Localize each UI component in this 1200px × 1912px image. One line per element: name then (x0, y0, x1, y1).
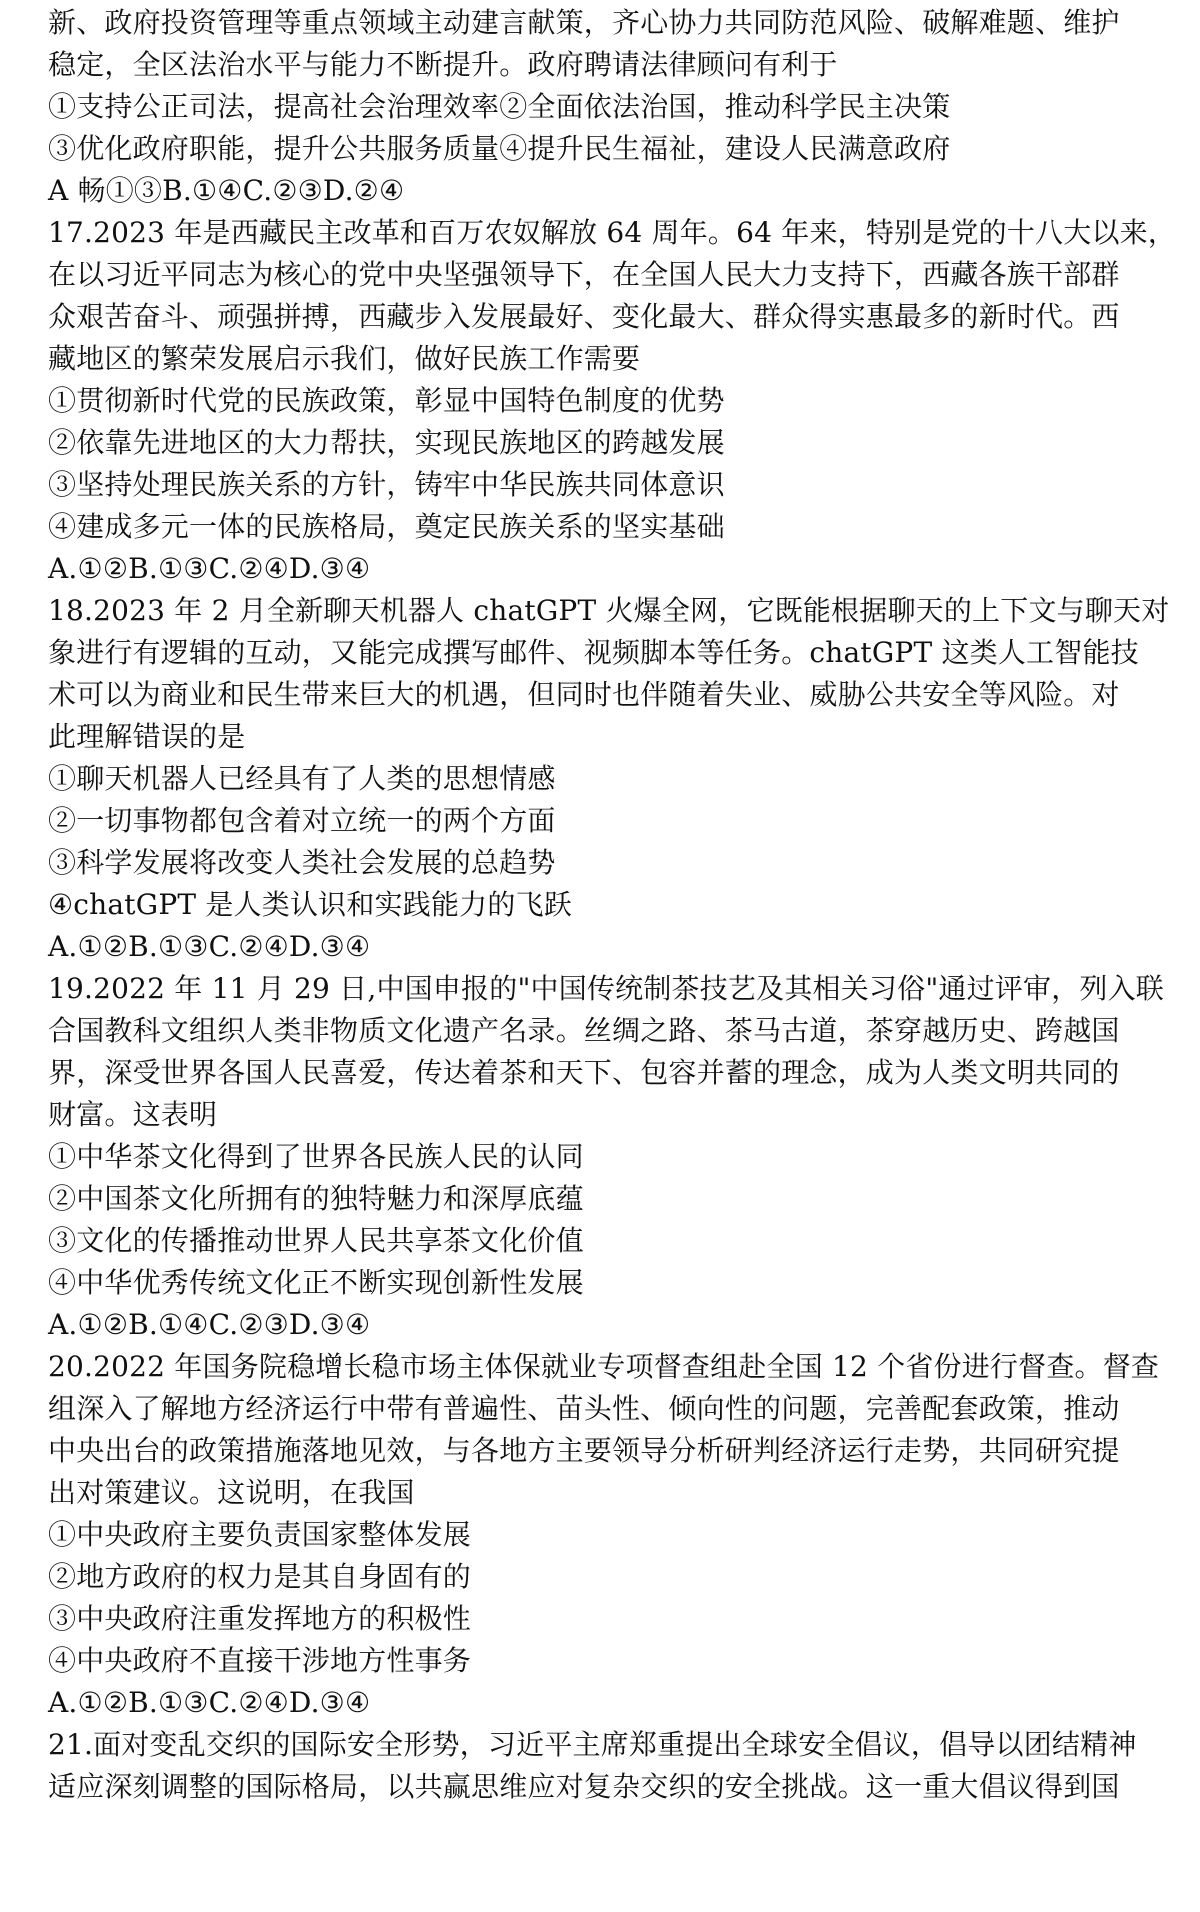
option-line: ③文化的传播推动世界人民共享茶文化价值 (48, 1224, 584, 1257)
option-line: ④中央政府不直接干涉地方性事务 (48, 1644, 472, 1677)
question-stem-line: 藏地区的繁荣发展启示我们，做好民族工作需要 (48, 342, 641, 375)
question-stem-line: 众艰苦奋斗、顽强拼搏，西藏步入发展最好、变化最大、群众得实惠最多的新时代。西 (48, 300, 1120, 333)
question-stem-line: 新、政府投资管理等重点领域主动建言献策，齐心协力共同防范风险、破解难题、维护 (48, 6, 1120, 39)
option-line: ②一切事物都包含着对立统一的两个方面 (48, 804, 556, 837)
question-16-continuation (48, 2, 1162, 212)
option-line: ①聊天机器人已经具有了人类的思想情感 (48, 762, 556, 795)
question-stem-line: 20.2022 年国务院稳增长稳市场主体保就业专项督查组赴全国 12 个省份进行督查。督查 (48, 1350, 1160, 1383)
option-line: ②中国茶文化所拥有的独特魅力和深厚底蕴 (48, 1182, 584, 1215)
question-stem-line: 适应深刻调整的国际格局，以共赢思维应对复杂交织的安全挑战。这一重大倡议得到国 (48, 1770, 1120, 1803)
option-line: ③坚持处理民族关系的方针，铸牢中华民族共同体意识 (48, 468, 725, 501)
option-line: ①支持公正司法，提高社会治理效率②全面依法治国，推动科学民主决策 (48, 90, 951, 123)
question-stem-line: 19.2022 年 11 月 29 日,中国申报的"中国传统制茶技艺及其相关习俗"通过评审，列入联 (48, 972, 1165, 1005)
question-stem-line: 界，深受世界各国人民喜爱，传达着茶和天下、包容并蓄的理念，成为人类文明共同的 (48, 1056, 1120, 1089)
question-stem-line: 象进行有逻辑的互动，又能完成撰写邮件、视频脚本等任务。chatGPT 这类人工智能技 (48, 636, 1139, 669)
question-17 (48, 212, 1177, 590)
option-line: ①中华茶文化得到了世界各民族人民的认同 (48, 1140, 584, 1173)
answer-choices: A.①②B.①③C.②④D.③④ (48, 552, 371, 585)
question-stem-line: 术可以为商业和民生带来巨大的机遇，但同时也伴随着失业、威胁公共安全等风险。对 (48, 678, 1120, 711)
option-line: ②依靠先进地区的大力帮扶，实现民族地区的跨越发展 (48, 426, 725, 459)
option-line: ①贯彻新时代党的民族政策，彰显中国特色制度的优势 (48, 384, 725, 417)
question-stem-line: 17.2023 年是西藏民主改革和百万农奴解放 64 周年。64 年来，特别是党的十八大以来， (48, 216, 1177, 249)
answer-choices: A.①②B.①③C.②④D.③④ (48, 1686, 371, 1719)
question-stem-line: 中央出台的政策措施落地见效，与各地方主要领导分析研判经济运行走势，共同研究提 (48, 1434, 1120, 1467)
option-line: ③优化政府职能，提升公共服务质量④提升民生福祉，建设人民满意政府 (48, 132, 951, 165)
question-stem-line: 财富。这表明 (48, 1098, 218, 1131)
question-18 (48, 590, 1170, 968)
question-stem-line: 此理解错误的是 (48, 720, 246, 753)
option-line: ④建成多元一体的民族格局，奠定民族关系的坚实基础 (48, 510, 725, 543)
option-line: ②地方政府的权力是其自身固有的 (48, 1560, 472, 1593)
option-line: ④中华优秀传统文化正不断实现创新性发展 (48, 1266, 584, 1299)
question-stem-line: 21.面对变乱交织的国际安全形势，习近平主席郑重提出全球安全倡议，倡导以团结精神 (48, 1728, 1137, 1761)
question-20 (48, 1346, 1162, 1724)
question-stem-line: 合国教科文组织人类非物质文化遗产名录。丝绸之路、茶马古道，茶穿越历史、跨越国 (48, 1014, 1120, 1047)
question-stem-line: 稳定，全区法治水平与能力不断提升。政府聘请法律顾问有利于 (48, 48, 838, 81)
option-line: ③科学发展将改变人类社会发展的总趋势 (48, 846, 556, 879)
option-line: ①中央政府主要负责国家整体发展 (48, 1518, 472, 1551)
question-21 (48, 1724, 1162, 1808)
option-line: ③中央政府注重发挥地方的积极性 (48, 1602, 472, 1635)
answer-choices: A 畅①③B.①④C.②③D.②④ (48, 174, 405, 207)
option-line: ④chatGPT 是人类认识和实践能力的飞跃 (48, 888, 572, 921)
question-stem-line: 出对策建议。这说明，在我国 (48, 1476, 415, 1509)
answer-choices: A.①②B.①③C.②④D.③④ (48, 930, 371, 963)
question-stem-line: 18.2023 年 2 月全新聊天机器人 chatGPT 火爆全网，它既能根据聊天的上下文与聊天对 (48, 594, 1170, 627)
question-stem-line: 在以习近平同志为核心的党中央坚强领导下，在全国人民大力支持下，西藏各族干部群 (48, 258, 1120, 291)
question-19 (48, 968, 1165, 1346)
answer-choices: A.①②B.①④C.②③D.③④ (48, 1308, 371, 1341)
question-stem-line: 组深入了解地方经济运行中带有普遍性、苗头性、倾向性的问题，完善配套政策，推动 (48, 1392, 1120, 1425)
